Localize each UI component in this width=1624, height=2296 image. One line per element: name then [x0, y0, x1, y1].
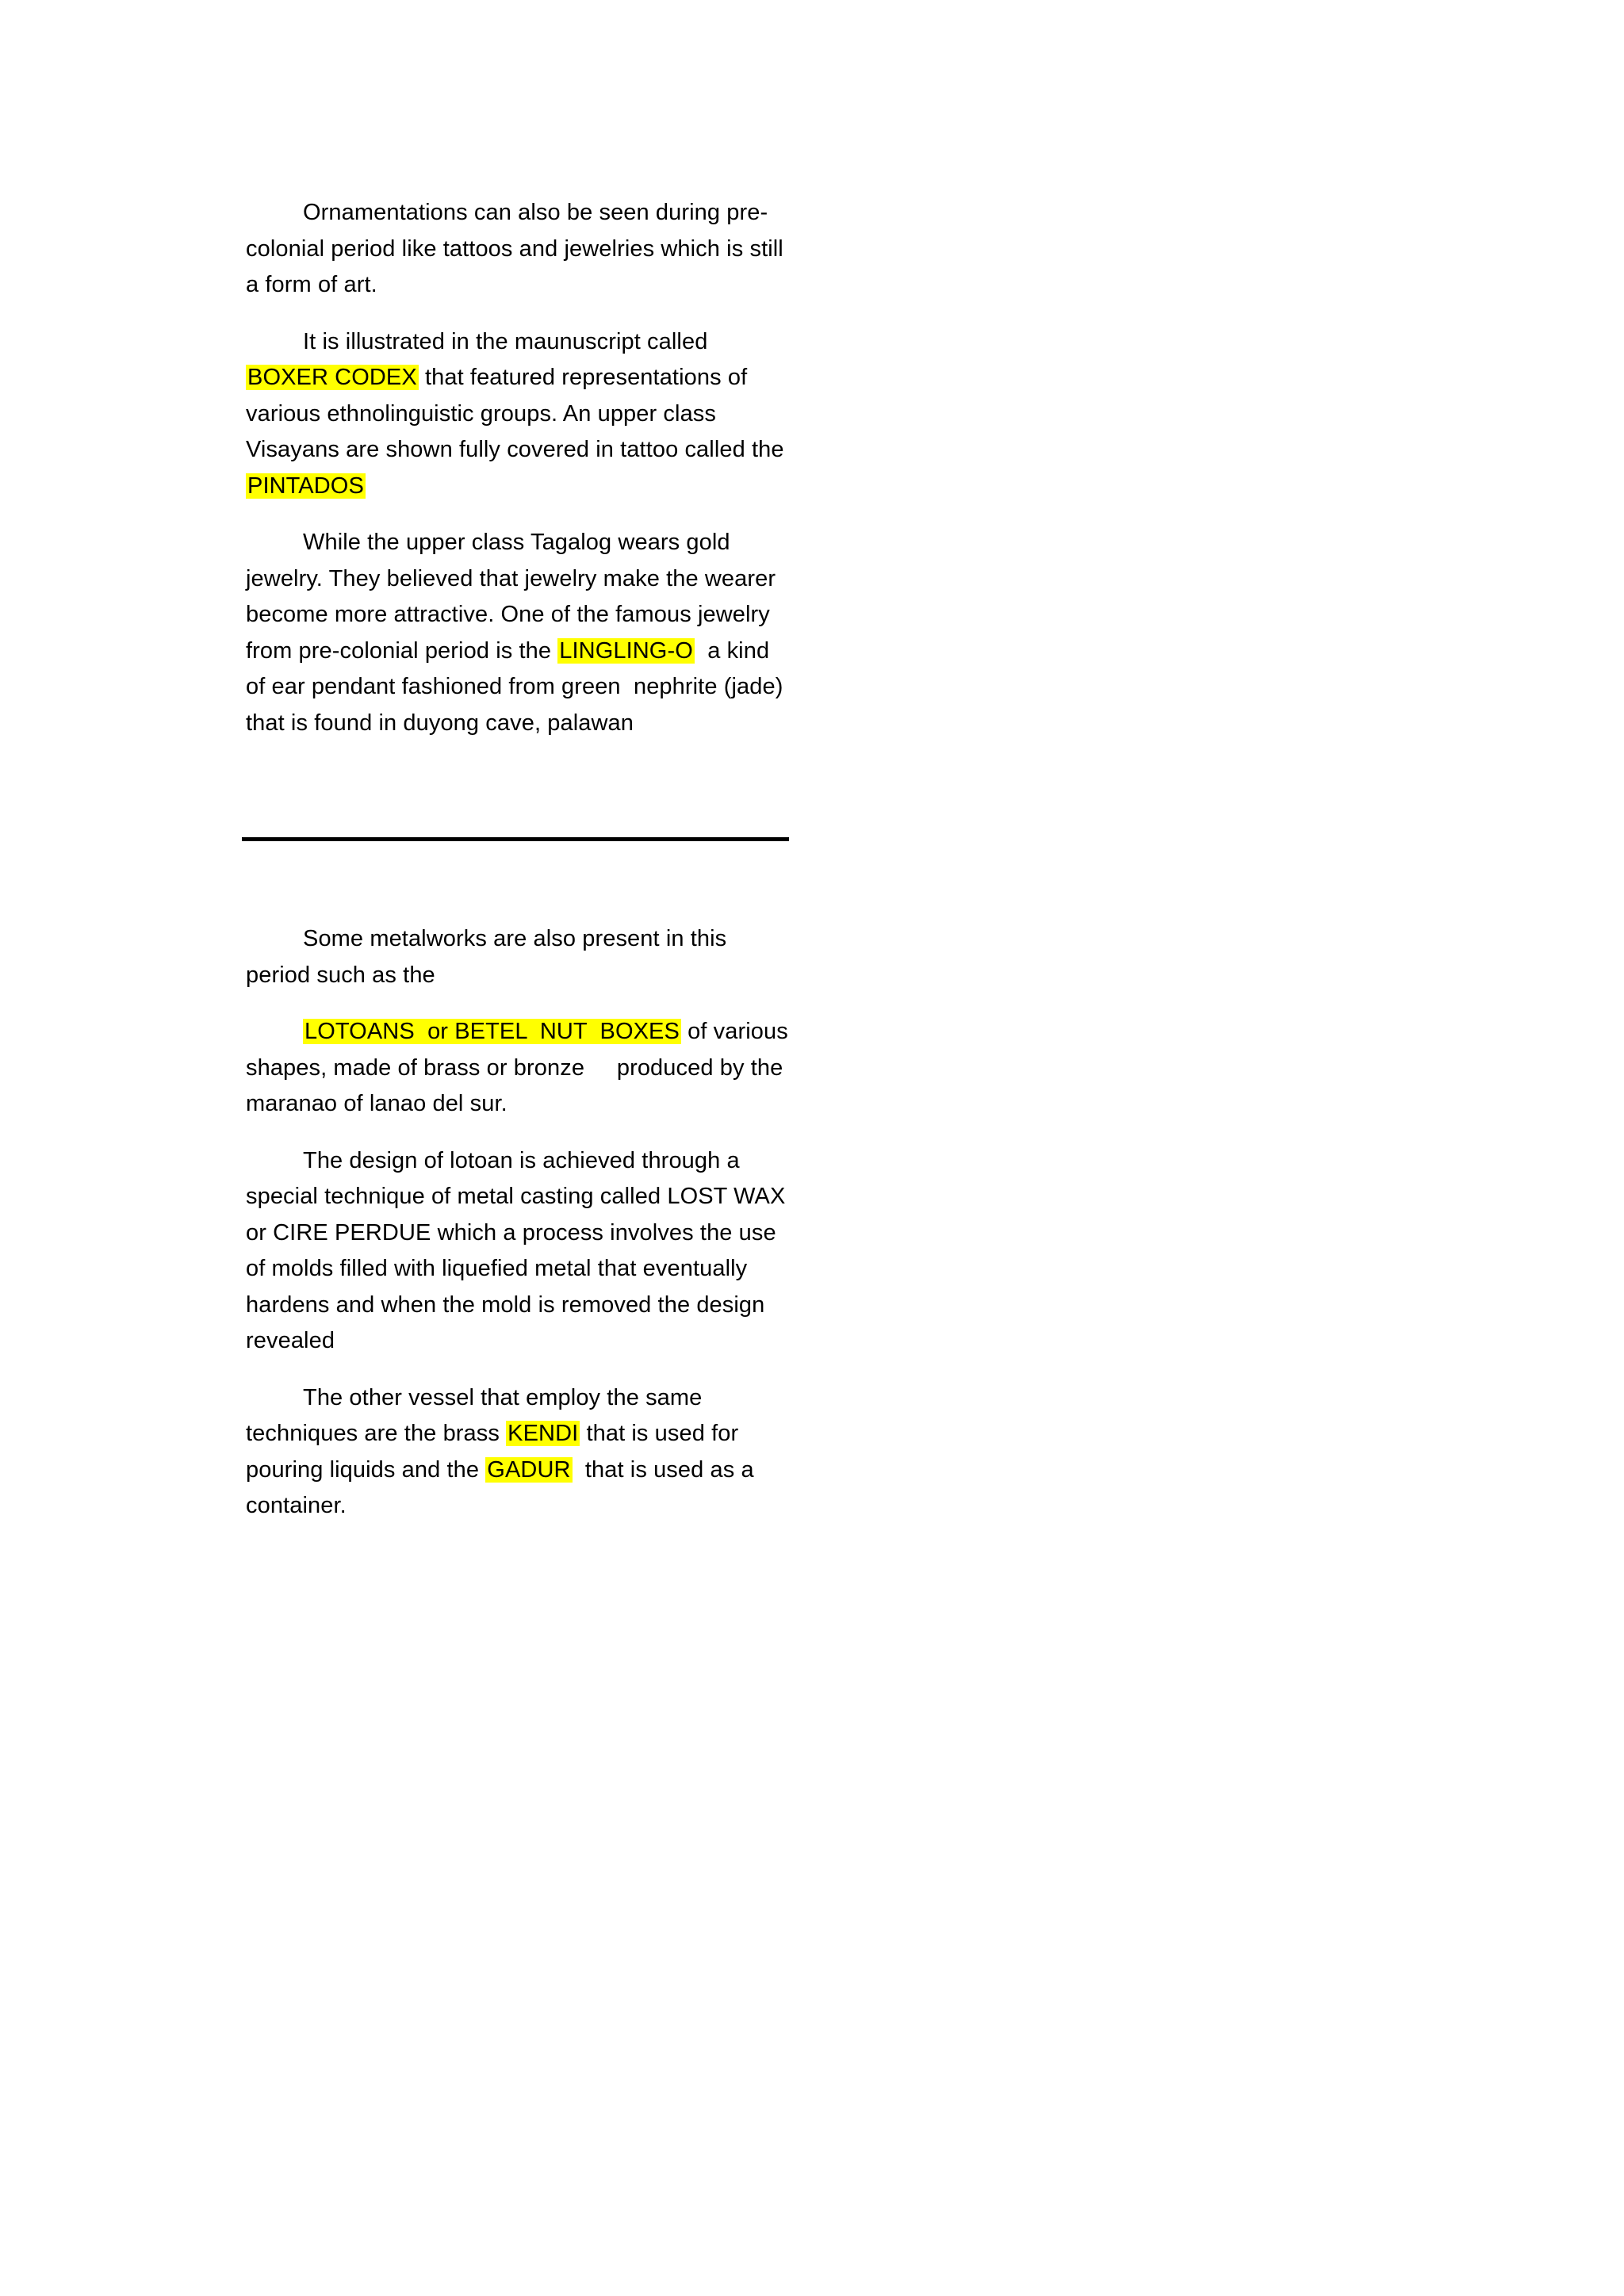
paragraph-text: that is used for pouring liquids and the: [246, 1421, 739, 1483]
highlight-gadur: GADUR: [487, 1456, 571, 1483]
highlight-lotoans: LOTOANS or BETEL NUT BOXES: [304, 1019, 680, 1044]
paragraph-text: The design of lotoan is achieved through a special technique of metal casting called LOST WAX or CIRE PERDUE which a process involves the use of molds filled with liquefied metal that eventually hardens and when the mold is removed the design revealed: [246, 1147, 786, 1353]
paragraph-text: It is illustrated in the maunuscript called: [303, 328, 708, 354]
highlight-kendi: KENDI: [508, 1421, 579, 1446]
paragraph-lost-wax: [246, 1143, 793, 1360]
top-section: [246, 195, 793, 762]
paragraph-lingling-o: [246, 525, 793, 741]
paragraph-text: that featured representations of various ethnolinguistic groups. An upper class Visayans are shown fully covered in tattoo called the: [246, 365, 784, 462]
paragraph-text: Ornamentations can also be seen during pre-colonial period like tattoos and jewelries which is still a form of art.: [246, 200, 783, 297]
paragraph-metalworks: [246, 921, 793, 993]
paragraph-kendi-gadur: [246, 1380, 793, 1525]
highlight-pintados: PINTADOS: [247, 473, 364, 499]
paragraph-text: While the upper class Tagalog wears gold jewelry. They believed that jewelry make the wearer become more attractive. One of the famous jewelry from pre-colonial period is the: [246, 530, 776, 664]
paragraph-boxer-codex: [246, 324, 793, 505]
paragraph-lotoans: [246, 1014, 793, 1123]
paragraph-text: a kind of ear pendant fashioned from green nephrite (jade) that is found in duyong cave, palawan: [246, 637, 790, 736]
bottom-section: [246, 921, 793, 1545]
section-divider: [242, 837, 789, 841]
paragraph-text: Some metalworks are also present in this period such as the: [246, 926, 727, 988]
paragraph-ornamentations: [246, 195, 793, 304]
paragraph-text: that is used as a container.: [246, 1456, 760, 1518]
paragraph-text: of various shapes, made of brass or bronze produced by the maranao of lanao del sur.: [246, 1019, 795, 1116]
paragraph-text: The other vessel that employ the same techniques are the brass: [246, 1384, 703, 1446]
highlight-boxer-codex: BOXER CODEX: [247, 365, 417, 390]
highlight-lingling-o: LINGLING-O: [559, 637, 693, 664]
